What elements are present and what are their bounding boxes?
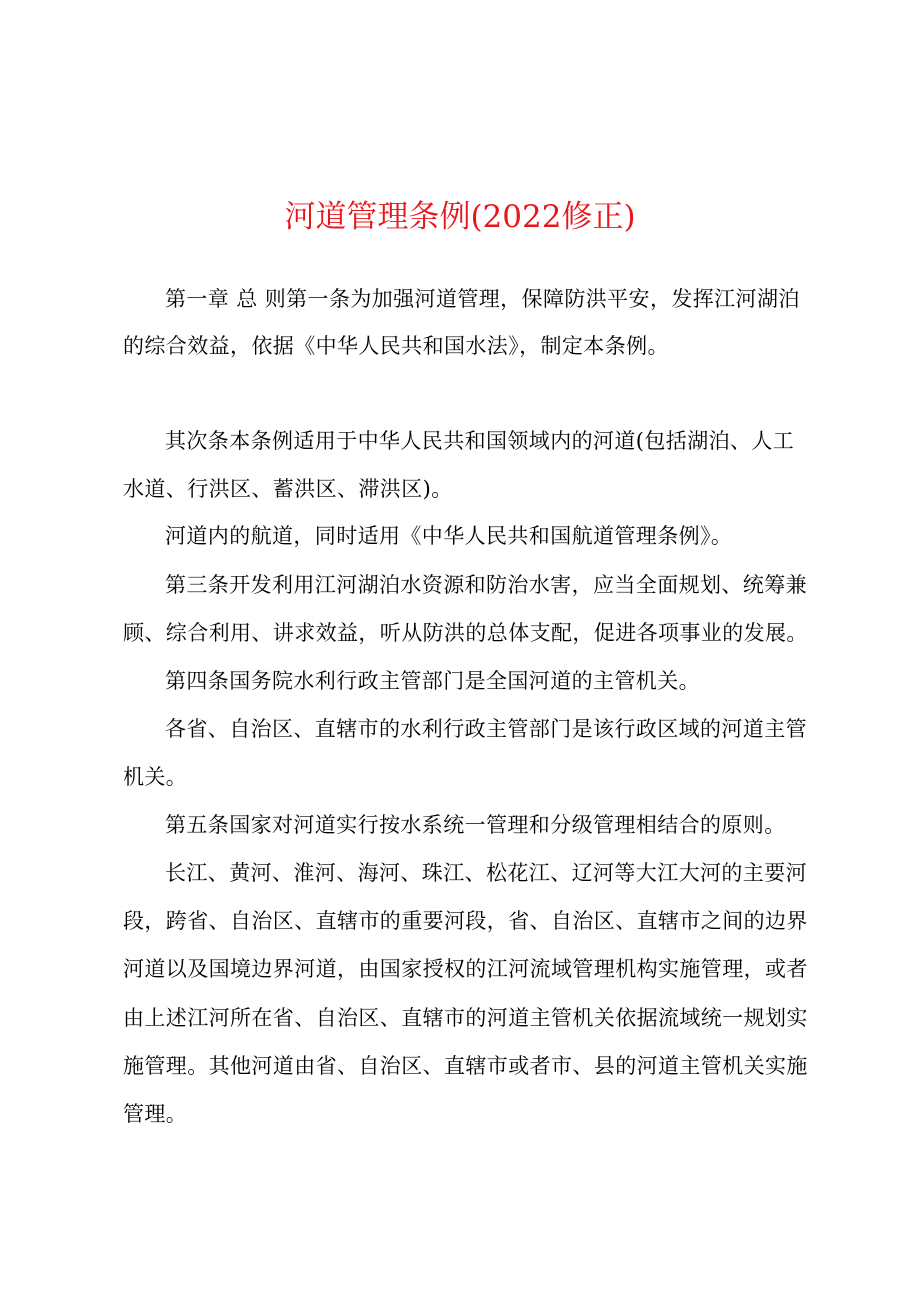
text-line-9: 各省、自治区、直辖市的水利行政主管部门是该行政区域的河道主管 — [165, 717, 807, 741]
document-title: 河道管理条例(2022修正) — [284, 199, 636, 235]
text-line-13: 段，跨省、自治区、直辖市的重要河段，省、自治区、直辖市之间的边界 — [123, 909, 808, 933]
text-line-2: 的综合效益，依据《中华人民共和国水法》，制定本条例。 — [123, 334, 669, 358]
text-line-6: 第三条开发利用江河湖泊水资源和防治水害，应当全面规划、统筹兼 — [165, 573, 807, 597]
text-line-12: 长江、黄河、淮河、海河、珠江、松花江、辽河等大江大河的主要河 — [165, 861, 807, 885]
text-line-3: 其次条本条例适用于中华人民共和国领域内的河道(包括湖泊、人工 — [165, 429, 795, 453]
text-line-1: 第一章 总 则第一条为加强河道管理，保障防洪平安，发挥江河湖泊 — [165, 287, 800, 311]
text-line-17: 管理。 — [123, 1102, 188, 1126]
text-line-8: 第四条国务院水利行政主管部门是全国河道的主管机关。 — [165, 669, 700, 693]
text-line-4: 水道、行洪区、蓄洪区、滞洪区)。 — [123, 477, 453, 501]
text-line-15: 由上述江河所在省、自治区、直辖市的河道主管机关依据流域统一规划实 — [123, 1006, 808, 1030]
text-line-5: 河道内的航道，同时适用《中华人民共和国航道管理条例》。 — [165, 524, 733, 548]
text-line-7: 顾、综合利用、讲求效益，听从防洪的总体支配，促进各项事业的发展。 — [123, 621, 808, 645]
text-line-11: 第五条国家对河道实行按水系统一管理和分级管理相结合的原则。 — [165, 813, 786, 837]
text-line-14: 河道以及国境边界河道，由国家授权的江河流域管理机构实施管理，或者 — [123, 957, 808, 981]
text-line-10: 机关。 — [123, 765, 188, 789]
text-line-16: 施管理。其他河道由省、自治区、直辖市或者市、县的河道主管机关实施 — [123, 1054, 808, 1078]
